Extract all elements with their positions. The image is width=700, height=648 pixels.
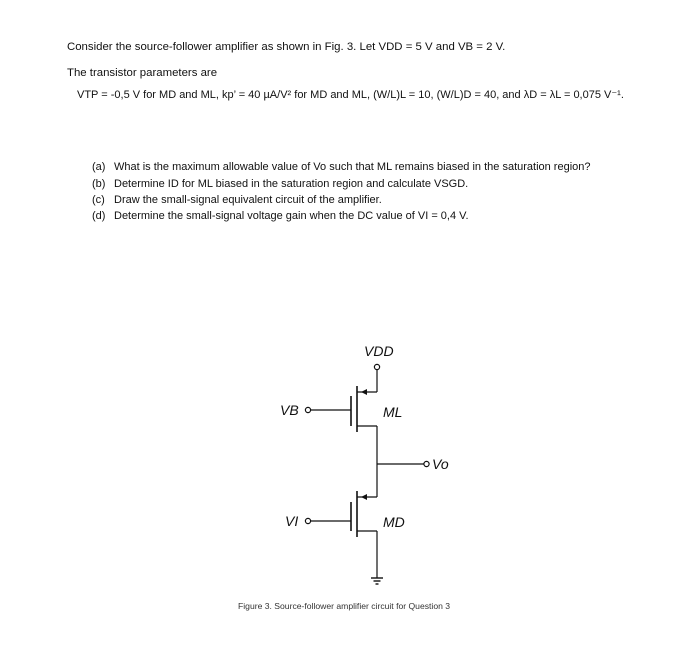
- question-text: What is the maximum allowable value of Vo such that ML remains biased in the saturation region?: [114, 161, 591, 173]
- vo-terminal: [424, 461, 429, 466]
- transistor-params: VTP = -0,5 V for MD and ML, kp’ = 40 µA/V² for MD and ML, (W/L)L = 10, (W/L)D = 40, and λD = λL = 0,075 V⁻¹.: [77, 89, 624, 101]
- vi-label: VI: [285, 513, 299, 529]
- question-label: (a): [92, 161, 106, 173]
- question-label: (c): [92, 194, 105, 206]
- question-text: Determine ID for ML biased in the saturation region and calculate VSGD.: [114, 178, 469, 190]
- ml-label: ML: [383, 404, 403, 420]
- md-label: MD: [383, 514, 405, 530]
- vi-terminal: [305, 518, 310, 523]
- params-heading: The transistor parameters are: [67, 67, 218, 79]
- question-text: Determine the small-signal voltage gain when the DC value of VI = 0,4 V.: [114, 210, 469, 222]
- ground-icon: [371, 578, 383, 584]
- question-label: (b): [92, 178, 106, 190]
- question-label: (d): [92, 210, 106, 222]
- ml-transistor: [351, 386, 377, 432]
- vo-label: Vo: [432, 456, 449, 472]
- vdd-terminal: [374, 364, 379, 369]
- problem-intro: Consider the source-follower amplifier as shown in Fig. 3. Let VDD = 5 V and VB = 2 V.: [67, 41, 506, 53]
- md-transistor: [351, 491, 377, 537]
- vb-label: VB: [280, 402, 299, 418]
- question-text: Draw the small-signal equivalent circuit of the amplifier.: [114, 194, 382, 206]
- vb-terminal: [305, 407, 310, 412]
- figure-caption: Figure 3. Source-follower amplifier circuit for Question 3: [238, 601, 451, 611]
- vdd-label: VDD: [364, 343, 394, 359]
